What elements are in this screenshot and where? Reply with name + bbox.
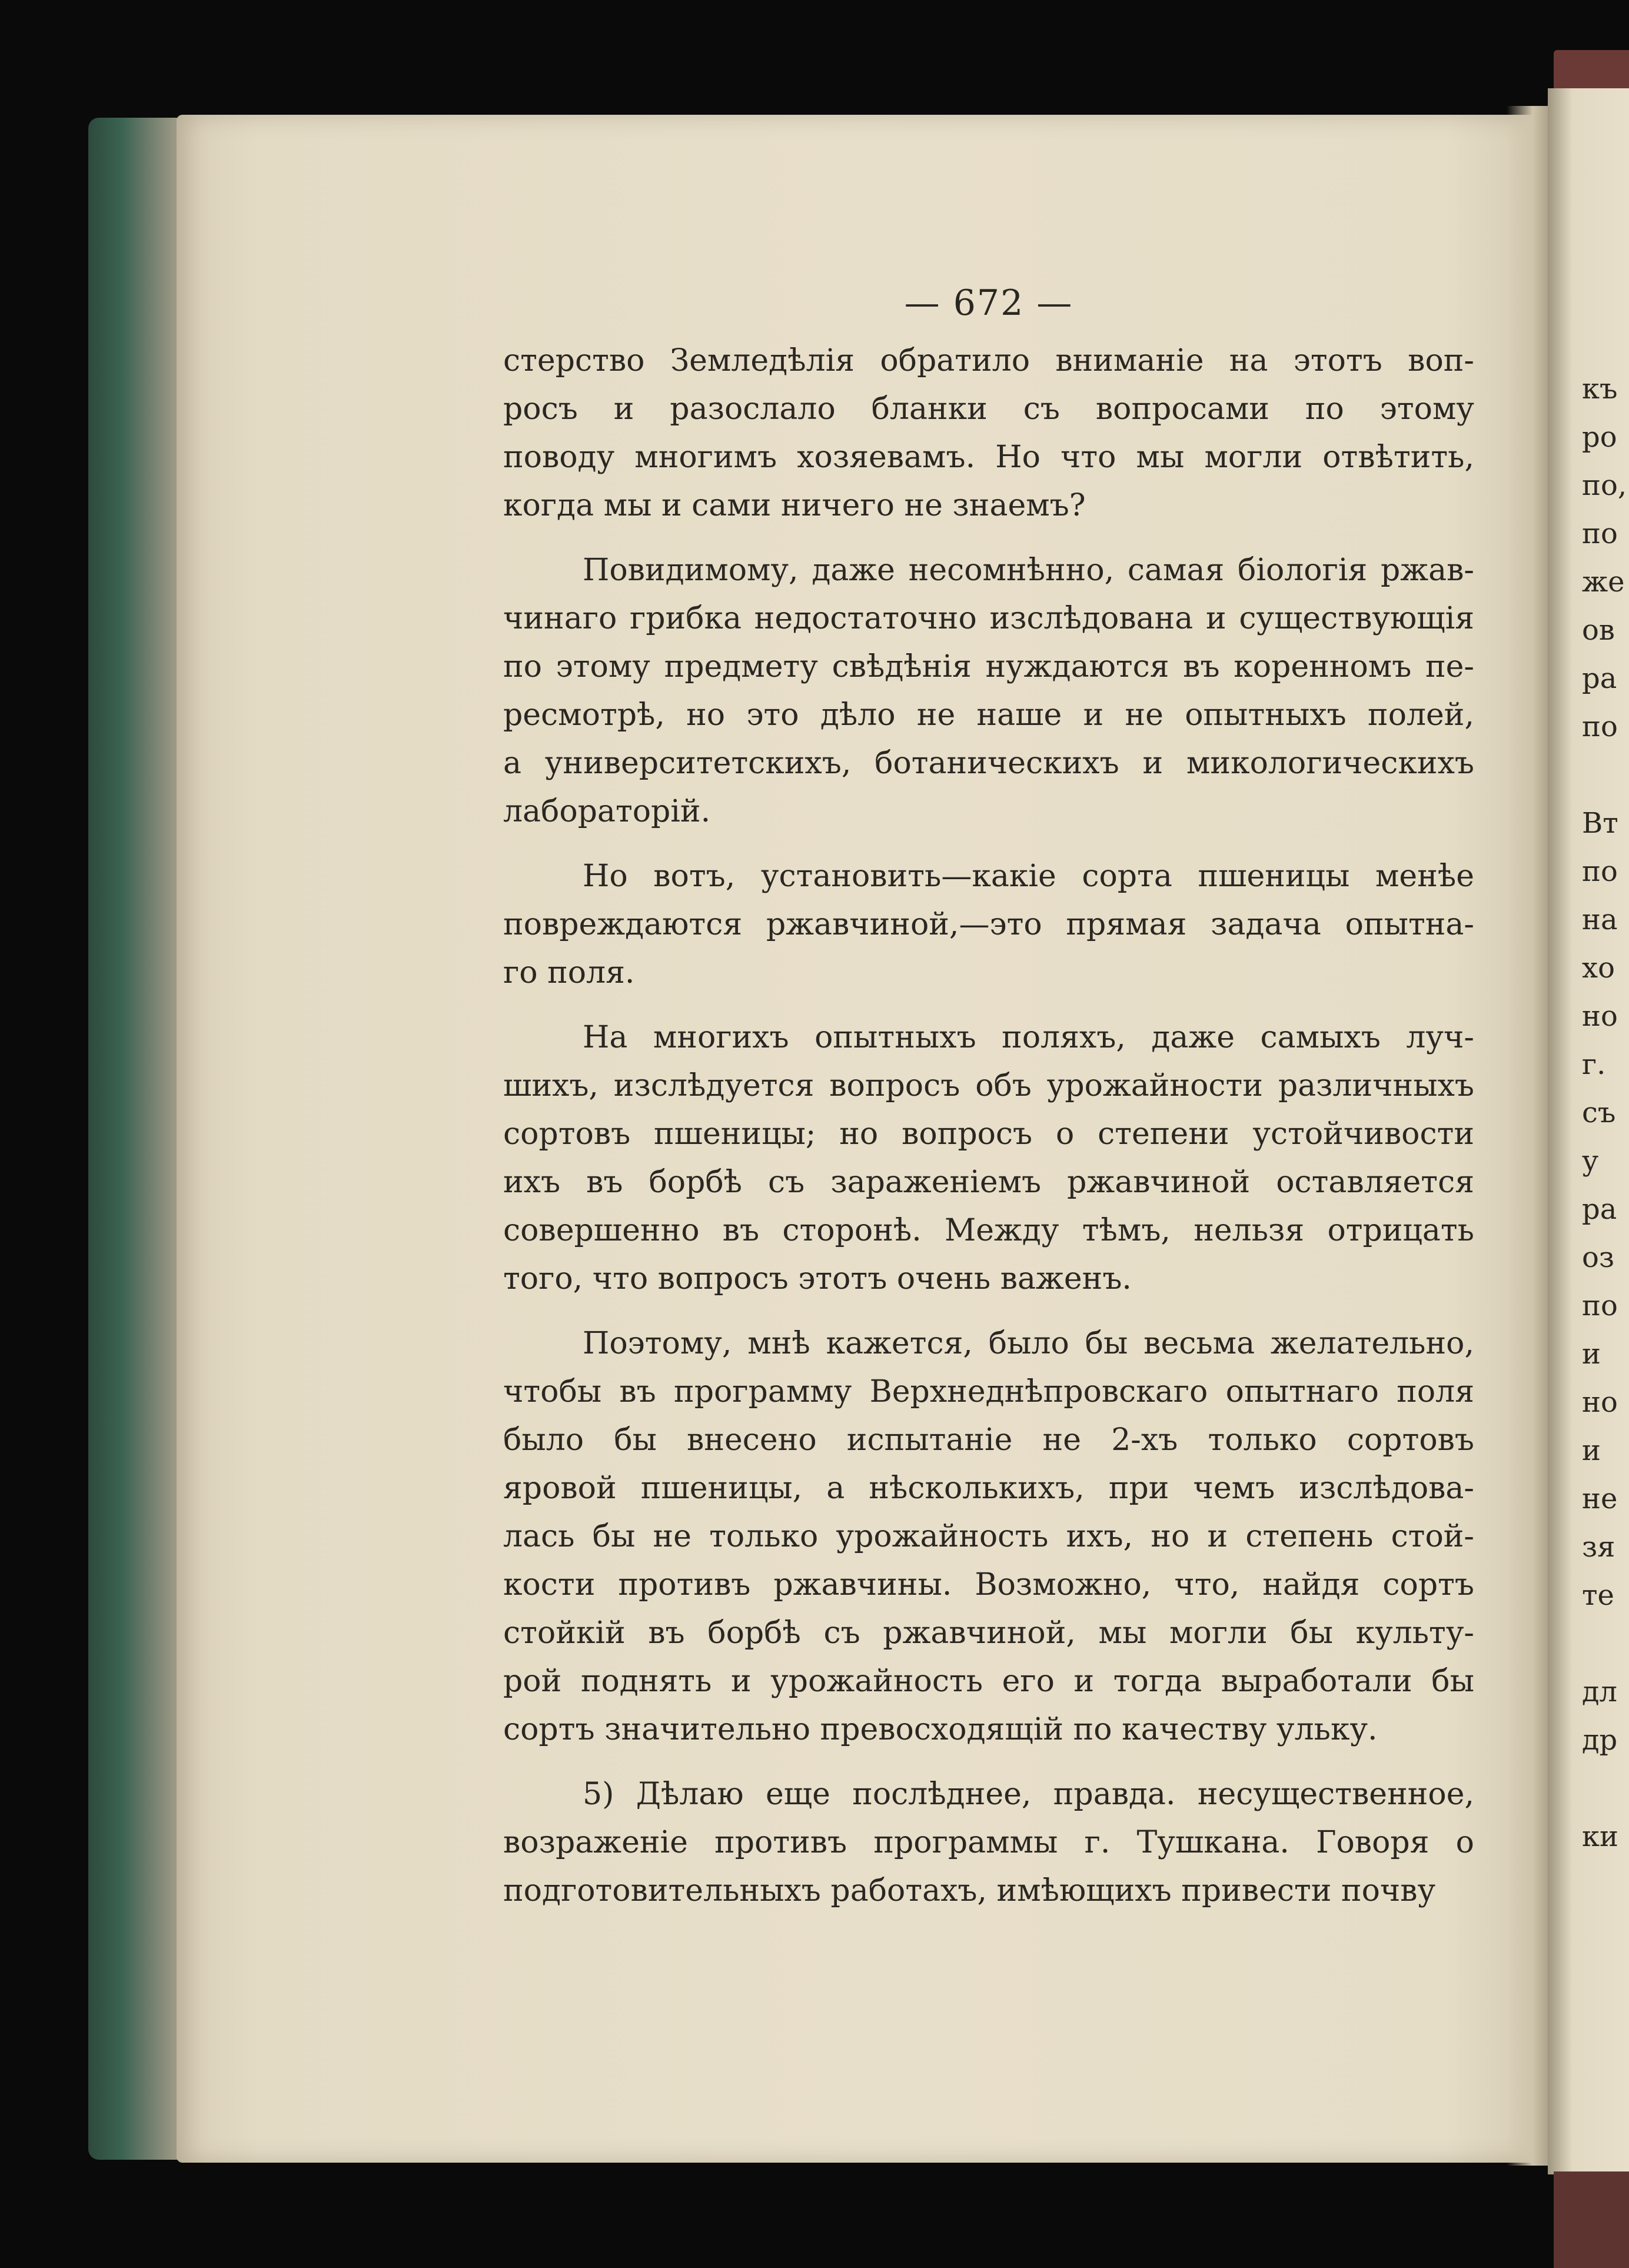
right-page-fragment: по bbox=[1582, 1289, 1618, 1322]
text-line: того, что вопросъ этотъ очень важенъ. bbox=[503, 1261, 1132, 1296]
right-page-fragment: по bbox=[1582, 855, 1618, 888]
text-line: лабораторій. bbox=[503, 794, 711, 829]
text-line: подготовительныхъ работахъ, имѣющихъ привести почву bbox=[503, 1873, 1436, 1908]
right-page-fragment: у bbox=[1582, 1145, 1599, 1178]
text-line: чинаго грибка недостаточно изслѣдована и существующія bbox=[503, 601, 1474, 636]
text-line: ихъ въ борбѣ съ зараженіемъ ржавчиной оставляется bbox=[503, 1165, 1474, 1200]
text-line: стерство Земледѣлія обратило вниманіе на этотъ вoп- bbox=[503, 343, 1474, 378]
right-page-fragment: на bbox=[1582, 903, 1618, 936]
right-page-fragment: же bbox=[1582, 566, 1625, 598]
text-line: рой поднять и урожайность его и тогда выработали бы bbox=[503, 1664, 1474, 1699]
right-page-fragment: Вт bbox=[1582, 807, 1618, 840]
right-page-fragment: ки bbox=[1582, 1820, 1618, 1853]
text-line: повреждаются ржавчиной,—это прямая задача опытна- bbox=[503, 907, 1474, 942]
right-page-fragment: не bbox=[1582, 1482, 1618, 1515]
paragraph-gap bbox=[503, 836, 1474, 852]
text-line: росъ и разослало бланки съ вопросами по этому bbox=[503, 391, 1474, 427]
text-line: возраженіе противъ программы г. Тушкана. Говоря о bbox=[503, 1825, 1474, 1860]
right-page-fragment: по bbox=[1582, 517, 1618, 550]
right-page-fragment: зя bbox=[1582, 1531, 1615, 1564]
right-page-fragment: по, bbox=[1582, 469, 1627, 502]
text-line: по этому предмету свѣдѣнія нуждаются въ коренномъ пе- bbox=[503, 649, 1474, 684]
text-line: 5) Дѣлаю еще послѣднее, правда. несущественное, bbox=[583, 1777, 1474, 1812]
right-page-fragment: ов bbox=[1582, 614, 1615, 647]
text-line: ресмотрѣ, но это дѣло не наше и не опытныхъ полей, bbox=[503, 697, 1474, 733]
page-number: — 672 — bbox=[904, 282, 1073, 324]
text-line: совершенно въ сторонѣ. Между тѣмъ, нельзя отрицать bbox=[503, 1213, 1474, 1248]
text-line: го поля. bbox=[503, 955, 635, 990]
right-page-fragment: ро bbox=[1582, 421, 1617, 454]
right-page-fragment bbox=[1582, 1619, 1629, 1668]
right-page-fragment: др bbox=[1582, 1724, 1618, 1757]
paragraph bbox=[503, 852, 1474, 997]
paragraph-gap bbox=[503, 997, 1474, 1013]
paragraphs bbox=[503, 337, 1474, 1915]
paragraph-gap bbox=[503, 1303, 1474, 1319]
text-line: На многихъ опытныхъ поляхъ, даже самыхъ луч- bbox=[583, 1020, 1474, 1055]
right-page-fragment: те bbox=[1582, 1579, 1614, 1612]
text-line: кости противъ ржавчины. Возможно, что, найдя сортъ bbox=[503, 1567, 1474, 1602]
text-line: Но вотъ, установить—какіе сорта пшеницы менѣе bbox=[583, 859, 1474, 894]
paragraph bbox=[503, 1770, 1474, 1915]
right-page-fragment: съ bbox=[1582, 1096, 1616, 1129]
paragraph-gap bbox=[503, 530, 1474, 546]
text-line: лась бы не только урожайность ихъ, но и степень стой- bbox=[503, 1519, 1474, 1554]
right-page-fragment: г. bbox=[1582, 1048, 1606, 1081]
right-page-fragment: и bbox=[1582, 1338, 1601, 1371]
paragraph bbox=[503, 546, 1474, 836]
right-page-fragment: по bbox=[1582, 710, 1618, 743]
text-line: сортовъ пшеницы; но вопросъ о степени устойчивости bbox=[503, 1116, 1474, 1152]
text-line: Поэтому, мнѣ кажется, было бы весьма желательно, bbox=[583, 1326, 1474, 1361]
paragraph bbox=[503, 1013, 1474, 1303]
right-page-fragment bbox=[1582, 751, 1629, 799]
text-line: яровой пшеницы, а нѣсколькихъ, при чемъ изслѣдова- bbox=[503, 1471, 1474, 1506]
text-line: поводу многимъ хозяевамъ. Но что мы могли отвѣтить, bbox=[503, 440, 1474, 475]
right-page-fragment: дл bbox=[1582, 1675, 1618, 1708]
right-page-fragment bbox=[1582, 1764, 1629, 1813]
text-line: стойкій въ борбѣ съ ржавчиной, мы могли бы культу- bbox=[503, 1615, 1474, 1651]
paragraph bbox=[503, 337, 1474, 530]
text-line: а университетскихъ, ботаническихъ и микологическихъ bbox=[503, 746, 1474, 781]
text-line: Повидимому, даже несомнѣнно, самая біологія ржав- bbox=[583, 553, 1474, 588]
text-line: чтобы въ программу Верхнеднѣпровскаго опытнаго поля bbox=[503, 1374, 1474, 1409]
paragraph-gap bbox=[503, 1754, 1474, 1770]
text-line: сортъ значительно превосходящій по качеству ульку. bbox=[503, 1712, 1378, 1747]
right-page-fragment: ра bbox=[1582, 662, 1617, 695]
text-line: было бы внесено испытаніе не 2-хъ только сортовъ bbox=[503, 1422, 1474, 1458]
right-page-fragment: и bbox=[1582, 1434, 1601, 1467]
right-page-fragment: но bbox=[1582, 1386, 1618, 1419]
right-page-text-fragments bbox=[1582, 365, 1629, 1861]
right-page-fragment: хо bbox=[1582, 952, 1615, 985]
text-line: шихъ, изслѣдуется вопросъ объ урожайности различныхъ bbox=[503, 1068, 1474, 1103]
right-page-fragment: къ bbox=[1582, 373, 1618, 405]
text-line: когда мы и сами ничего не знаемъ? bbox=[503, 488, 1086, 523]
right-page-fragment: но bbox=[1582, 1000, 1618, 1033]
right-page-fragment: ра bbox=[1582, 1193, 1617, 1226]
right-binding-bottom bbox=[1554, 2171, 1629, 2268]
paragraph bbox=[503, 1319, 1474, 1754]
page-text-block bbox=[503, 282, 1474, 1915]
right-page-fragment: оз bbox=[1582, 1241, 1615, 1274]
